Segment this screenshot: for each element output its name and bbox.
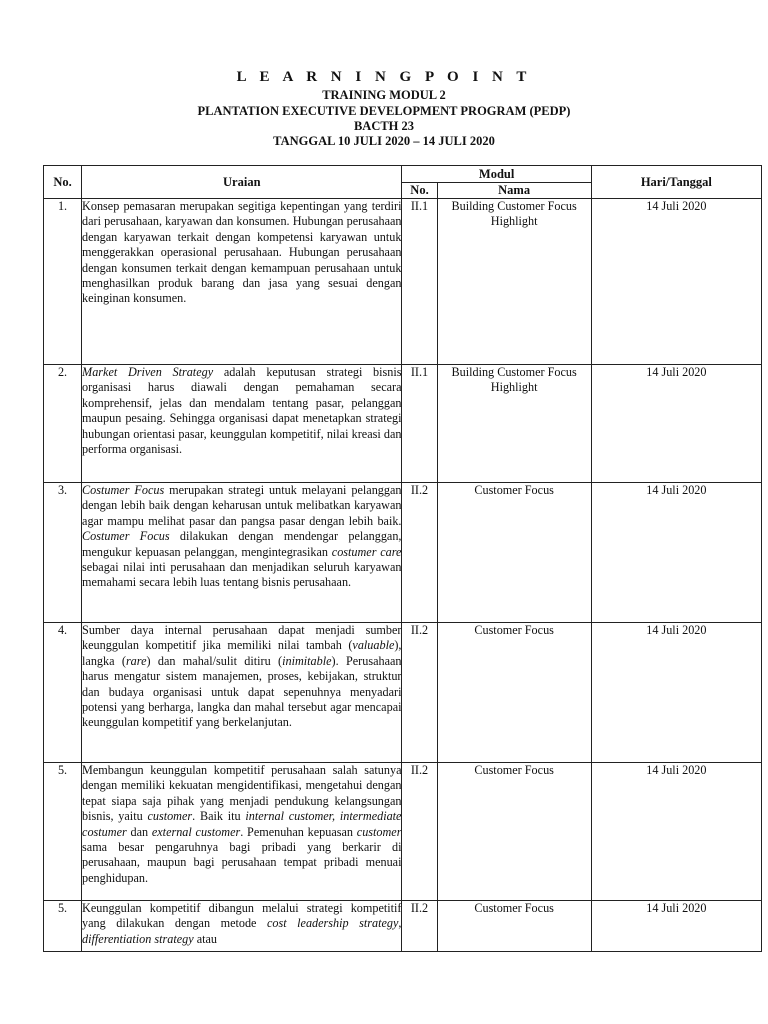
uraian-text: . Baik itu (192, 809, 246, 824)
modul-number: II.2 (402, 623, 437, 763)
uraian-italic-term: differentiation strategy (82, 931, 194, 946)
modul-name: Customer Focus (437, 901, 591, 952)
uraian-italic-term: cost leadership strategy (267, 916, 399, 931)
uraian-text: dan (126, 824, 152, 839)
uraian-italic-term: valuable (352, 638, 395, 653)
header-hari-tanggal: Hari/Tanggal (591, 166, 761, 199)
header-no: No. (44, 166, 82, 199)
hari-tanggal: 14 Juli 2020 (591, 365, 761, 483)
uraian-italic-term: inimitable (282, 653, 332, 668)
row-number: 2. (44, 365, 82, 483)
modul-number: II.1 (402, 365, 437, 483)
modul-name: Customer Focus (437, 763, 591, 901)
table-row (44, 623, 762, 763)
table-row (44, 901, 762, 952)
uraian-italic-term: internal customer, intermediate costumer (82, 809, 402, 839)
header-modul-nama: Nama (437, 183, 591, 199)
uraian-text: atau (193, 931, 217, 946)
modul-number: II.2 (402, 901, 437, 952)
hari-tanggal: 14 Juli 2020 (591, 199, 761, 365)
uraian-text: ) dan mahal/sulit ditiru ( (146, 653, 283, 668)
modul-name: Customer Focus (437, 623, 591, 763)
modul-number: II.2 (402, 483, 437, 623)
row-number: 4. (44, 623, 82, 763)
uraian-italic-term: costumer care (331, 544, 402, 559)
uraian-italic-term: customer (147, 809, 193, 824)
modul-name: Building Customer Focus Highlight (437, 365, 591, 483)
uraian-text: sama besar pengaruhnya bagi pribadi yang berkarir di perusahaan, maupun bagi perusahaan tempat pribadi menuai penghidupan. (82, 840, 402, 885)
hari-tanggal: 14 Juli 2020 (591, 623, 761, 763)
row-number: 5. (44, 901, 82, 952)
uraian-text: ), langka ( (82, 638, 402, 668)
uraian-italic-term: external customer (151, 824, 241, 839)
header-modul: Modul (402, 166, 591, 183)
uraian-italic-term: customer (356, 824, 402, 839)
uraian-text: sebagai nilai inti perusahaan dan menjadikan seluruh karyawan memahami secara lebih luas tentang bisnis perusahaan. (82, 560, 402, 590)
uraian-italic-term: rare (125, 653, 147, 668)
modul-number: II.2 (402, 763, 437, 901)
uraian-text: Konsep pemasaran merupakan segitiga kepentingan yang terdiri dari perusahaan, karyawan dan konsumen. Hubungan perusahaan dengan karyawan terkait dengan kompetensi karyawan untuk menggerakkan operasional perusahaan. Hubungan perusahaan dengan konsumen terkait dengan kemampuan perusahaan untuk menghasilkan produk barang dan jasa yang sesuai dengan keinginan konsumen. (82, 199, 402, 306)
uraian-text: Sumber daya internal perusahaan dapat menjadi sumber keunggulan kompetitif jika memiliki nilai tambah ( (82, 623, 402, 653)
modul-name: Customer Focus (437, 483, 591, 623)
learning-point-table (43, 165, 762, 952)
uraian-italic-term: Market Driven Strategy (82, 365, 214, 379)
date-range-heading: TANGGAL 10 JULI 2020 – 14 JULI 2020 (273, 134, 495, 148)
uraian-text: merupakan strategi untuk melayani pelanggan dengan lebih baik dengan keharusan untuk melibatkan karyawan agar mampu melihat pasar dan pangsa pasar dengan lebih baik. (82, 483, 402, 528)
hari-tanggal: 14 Juli 2020 (591, 901, 761, 952)
uraian-text: adalah keputusan strategi bisnis organisasi harus diawali dengan pemahaman secara komprehensif, jelas dan mendalam tentang pasar, pelanggan maupun pesaing. Sehingga organisasi dapat menetapkan strategi hubungan orientasi pasar, keunggulan kompetitif, nilai kreasi dan performa organisasi. (82, 365, 402, 457)
training-module-heading: TRAINING MODUL 2 (322, 88, 446, 102)
row-number: 3. (44, 483, 82, 623)
uraian-text: ). Perusahaan harus mengatur sistem manajemen, proses, kebijakan, struktur dan budaya organisasi untuk dapat sepenuhnya menyadari potensi yang berharga, langka dan mahal tersebut agar mencapai keunggulan kompetitif yang berkelanjutan. (82, 653, 402, 730)
row-number: 1. (44, 199, 82, 365)
header-uraian: Uraian (82, 166, 402, 199)
modul-number: II.1 (402, 199, 437, 365)
document-title: L E A R N I N G P O I N T (236, 69, 532, 85)
uraian-cell (82, 623, 402, 763)
uraian-cell (82, 365, 402, 483)
uraian-text: . Pemenuhan kepuasan (240, 824, 357, 839)
row-number: 5. (44, 763, 82, 901)
table-row (44, 763, 762, 901)
program-heading: PLANTATION EXECUTIVE DEVELOPMENT PROGRAM (PEDP) (197, 104, 571, 118)
modul-name: Building Customer Focus Highlight (437, 199, 591, 365)
uraian-italic-term: Costumer Focus (82, 529, 170, 544)
hari-tanggal: 14 Juli 2020 (591, 763, 761, 901)
uraian-cell (82, 763, 402, 901)
uraian-cell (82, 901, 402, 952)
uraian-cell (82, 199, 402, 365)
uraian-cell (82, 483, 402, 623)
batch-heading: BACTH 23 (353, 119, 415, 133)
uraian-italic-term: Costumer Focus (82, 483, 165, 497)
uraian-text: Keunggulan kompetitif dibangun melalui strategi kompetitif yang dilakukan dengan metode (82, 901, 402, 931)
header-modul-no: No. (402, 183, 437, 199)
uraian-text: dilakukan dengan mendengar pelanggan, mengukur kepuasan pelanggan, mengintegrasikan (82, 529, 402, 559)
table-row (44, 365, 762, 483)
uraian-text: , (398, 916, 402, 931)
uraian-text: Membangun keunggulan kompetitif perusahaan salah satunya dengan memiliki kekuatan mengidentifikasi, mengetahui dengan tepat siapa saja pihak yang menjadi pendukung kelangsungan bisnis, yaitu (82, 763, 402, 824)
table-row (44, 199, 762, 365)
table-row (44, 483, 762, 623)
hari-tanggal: 14 Juli 2020 (591, 483, 761, 623)
